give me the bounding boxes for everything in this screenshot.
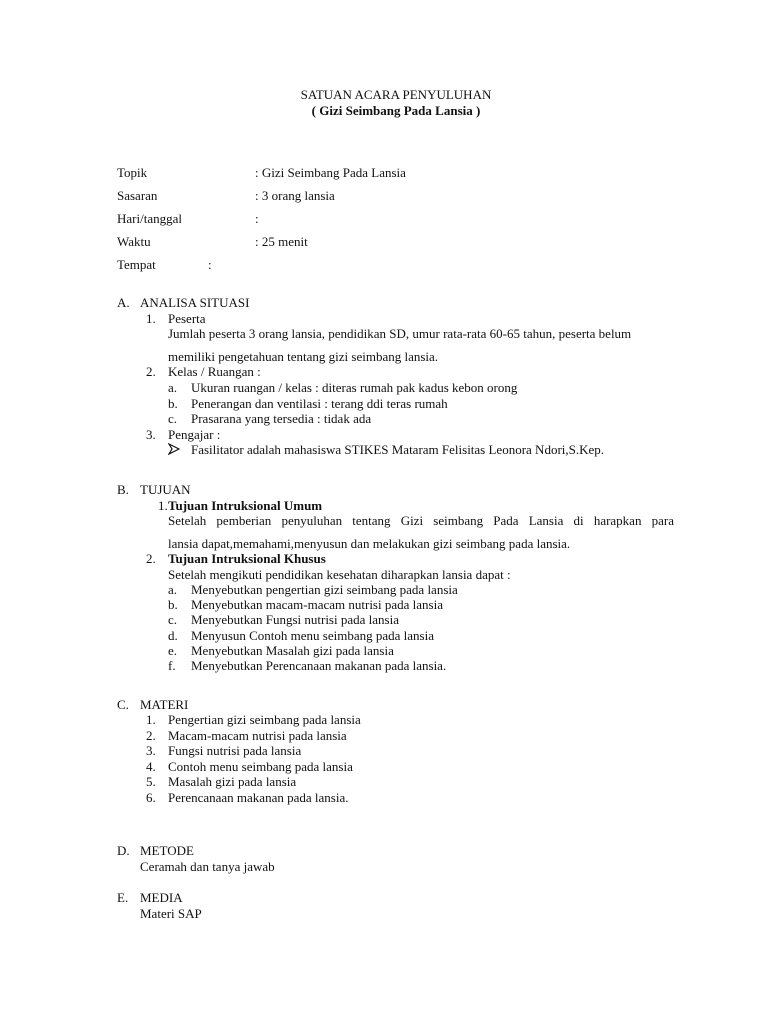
paragraph-line: Setelah mengikuti pendidikan kesehatan diharapkan lansia dapat : (168, 567, 511, 582)
section-heading: METODE (140, 843, 194, 858)
info-value-sasaran: : 3 orang lansia (255, 188, 335, 203)
info-label-waktu: Waktu (117, 234, 151, 249)
list-item: Macam-macam nutrisi pada lansia (168, 728, 347, 743)
sub-letter: a. (168, 380, 178, 395)
list-number: 4. (146, 759, 156, 774)
sub-item: Menyebutkan macam-macam nutrisi pada lansia (191, 597, 443, 612)
arrowhead-bullet-icon (168, 442, 180, 457)
paragraph-line: lansia dapat,memahami,menyusun dan melakukan gizi seimbang pada lansia. (168, 536, 571, 551)
sub-letter: f. (168, 658, 176, 673)
item-label: Tujuan Intruksional Khusus (168, 551, 326, 566)
info-label-topik: Topik (117, 165, 148, 180)
sub-letter: c. (168, 612, 178, 627)
list-number: 2. (146, 364, 156, 379)
list-number: 2. (146, 728, 156, 743)
section-heading: ANALISA SITUASI (140, 295, 250, 310)
list-number: 1. (158, 498, 168, 513)
list-number: 1. (146, 712, 156, 727)
section-letter: D. (117, 843, 130, 858)
section-letter: C. (117, 697, 129, 712)
item-label: Peserta (168, 311, 206, 326)
info-value-tempat: : (208, 257, 212, 272)
list-number: 6. (146, 790, 156, 805)
document-title: SATUAN ACARA PENYULUHAN (300, 87, 492, 102)
item-label: Tujuan Intruksional Umum (168, 498, 323, 513)
list-number: 5. (146, 774, 156, 789)
section-letter: B. (117, 482, 129, 497)
list-number: 1. (146, 311, 156, 326)
list-item: Perencanaan makanan pada lansia. (168, 790, 349, 805)
sub-letter: c. (168, 411, 178, 426)
list-number: 3. (146, 743, 156, 758)
section-text: Ceramah dan tanya jawab (140, 859, 275, 874)
item-label: Kelas / Ruangan : (168, 364, 261, 379)
paragraph-line: Setelah pemberian penyuluhan tentang Gizi seimbang Pada Lansia di harapkan para (168, 513, 674, 528)
sub-letter: b. (168, 597, 178, 612)
section-heading: MEDIA (140, 890, 183, 905)
paragraph-line: Jumlah peserta 3 orang lansia, pendidikan SD, umur rata-rata 60-65 tahun, peserta belum (168, 326, 632, 341)
sub-item: Prasarana yang tersedia : tidak ada (191, 411, 372, 426)
sub-item: Ukuran ruangan / kelas : diteras rumah pak kadus kebon orong (191, 380, 518, 395)
sub-item: Menyebutkan Fungsi nutrisi pada lansia (191, 612, 399, 627)
list-number: 3. (146, 427, 156, 442)
sub-letter: a. (168, 582, 178, 597)
sub-item: Menyusun Contoh menu seimbang pada lansia (191, 628, 434, 643)
list-number: 2. (146, 551, 156, 566)
bullet-item: Fasilitator adalah mahasiswa STIKES Mataram Felisitas Leonora Ndori,S.Kep. (191, 442, 605, 457)
item-label: Pengajar : (168, 427, 221, 442)
sub-letter: b. (168, 396, 178, 411)
info-label-sasaran: Sasaran (117, 188, 158, 203)
sub-letter: e. (168, 643, 178, 658)
sub-item: Menyebutkan Masalah gizi pada lansia (191, 643, 394, 658)
section-letter: E. (117, 890, 129, 905)
list-item: Pengertian gizi seimbang pada lansia (168, 712, 361, 727)
info-value-waktu: : 25 menit (255, 234, 308, 249)
section-heading: MATERI (140, 697, 189, 712)
list-item: Fungsi nutrisi pada lansia (168, 743, 302, 758)
section-heading: TUJUAN (140, 482, 191, 497)
sub-item: Menyebutkan pengertian gizi seimbang pada lansia (191, 582, 458, 597)
info-value-topik: : Gizi Seimbang Pada Lansia (255, 165, 406, 180)
document-subtitle: ( Gizi Seimbang Pada Lansia ) (311, 103, 481, 118)
info-label-hari-tanggal: Hari/tanggal (117, 211, 182, 226)
info-label-tempat: Tempat (117, 257, 156, 272)
paragraph-line: memiliki pengetahuan tentang gizi seimbang lansia. (168, 349, 439, 364)
list-item: Masalah gizi pada lansia (168, 774, 297, 789)
list-item: Contoh menu seimbang pada lansia (168, 759, 353, 774)
section-letter: A. (117, 295, 130, 310)
sub-letter: d. (168, 628, 178, 643)
info-value-hari-tanggal: : (255, 211, 259, 226)
section-text: Materi SAP (140, 906, 202, 921)
sub-item: Penerangan dan ventilasi : terang ddi teras rumah (191, 396, 448, 411)
sub-item: Menyebutkan Perencanaan makanan pada lansia. (191, 658, 447, 673)
